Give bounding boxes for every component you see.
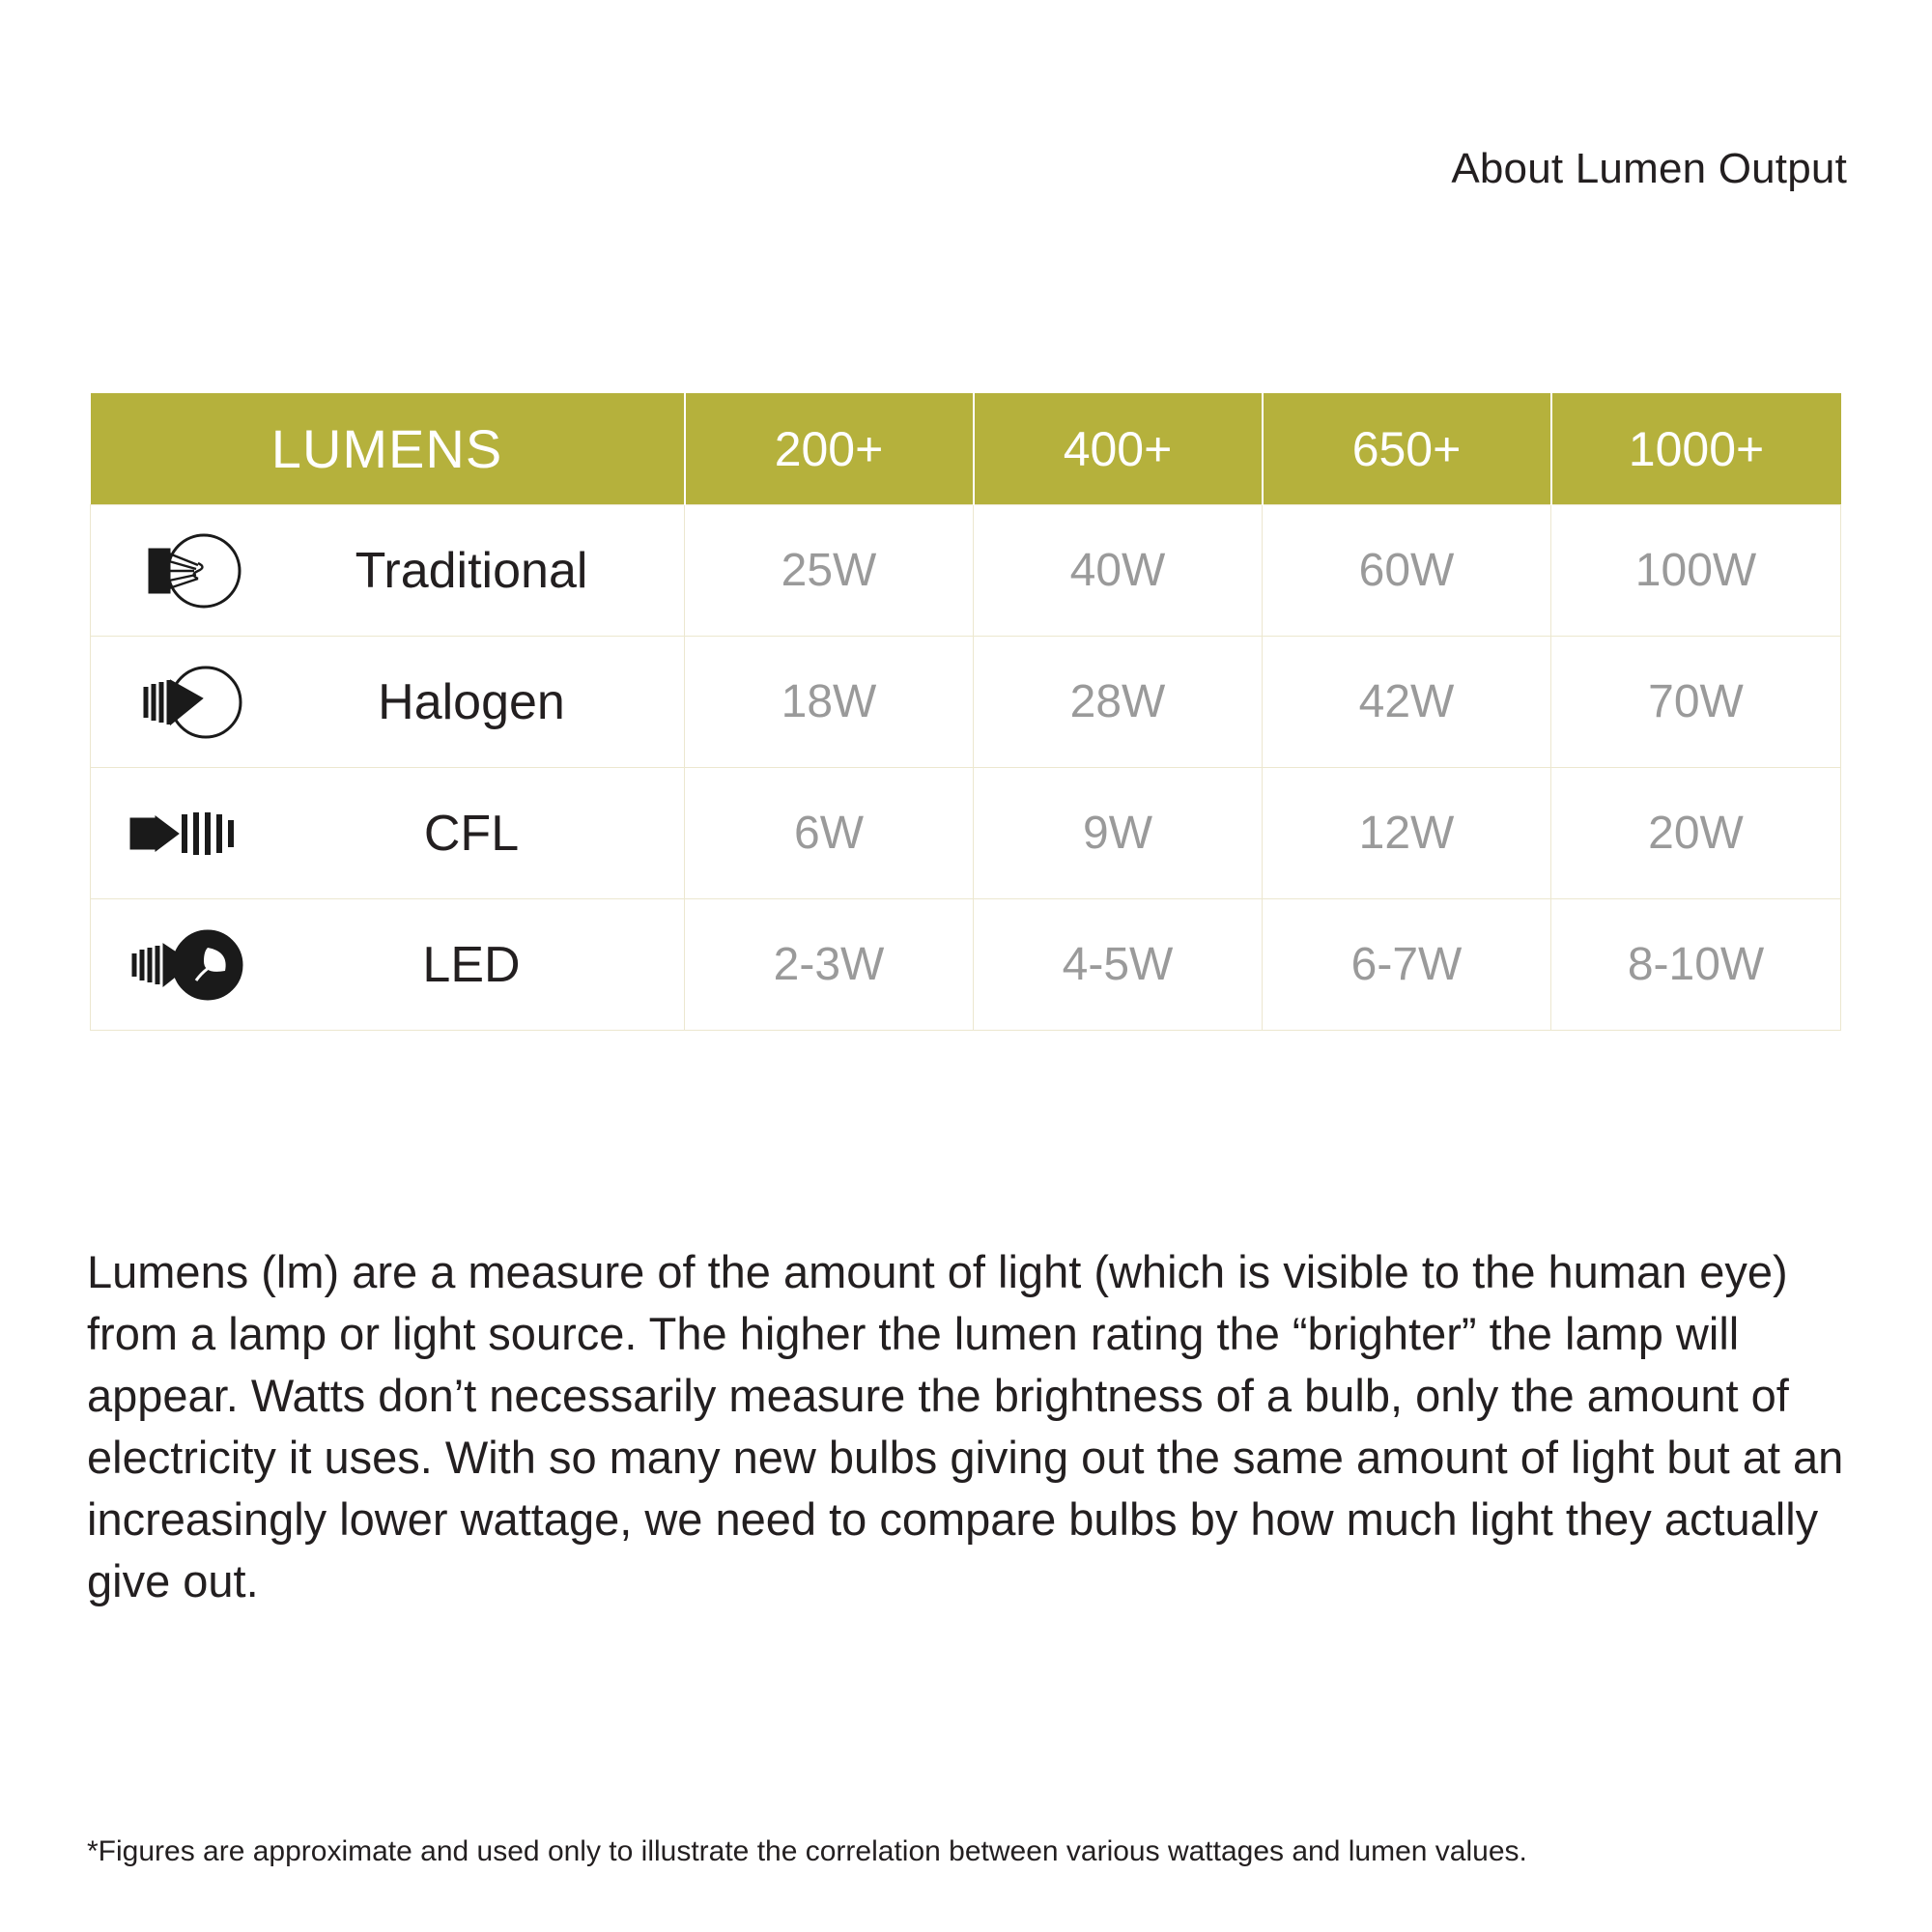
halogen-bulb-icon: [91, 656, 284, 749]
row-label-cell-halogen: [91, 637, 685, 768]
table-header: [91, 393, 1841, 505]
cell-traditional-400: 40W: [974, 505, 1263, 637]
table-row: [91, 768, 1841, 899]
traditional-bulb-icon: [91, 525, 284, 617]
column-header-400: 400+: [974, 393, 1263, 505]
table-row: [91, 505, 1841, 637]
cell-led-400: 4-5W: [974, 899, 1263, 1031]
column-header-1000: 1000+: [1551, 393, 1841, 505]
cell-halogen-650: 42W: [1263, 637, 1551, 768]
cell-traditional-650: 60W: [1263, 505, 1551, 637]
cell-cfl-650: 12W: [1263, 768, 1551, 899]
table-header-row: [91, 393, 1841, 505]
cell-led-1000: 8-10W: [1551, 899, 1841, 1031]
row-label-cell-traditional: [91, 505, 685, 637]
table-row: [91, 637, 1841, 768]
lumens-table-container: [90, 393, 1840, 1031]
cell-led-650: 6-7W: [1263, 899, 1551, 1031]
cell-traditional-200: 25W: [685, 505, 974, 637]
row-label-cell-led: [91, 899, 685, 1031]
cell-halogen-1000: 70W: [1551, 637, 1841, 768]
column-header-650: 650+: [1263, 393, 1551, 505]
cell-halogen-200: 18W: [685, 637, 974, 768]
cfl-bulb-icon: [91, 787, 284, 880]
row-label-led: LED: [422, 936, 521, 993]
row-label-traditional: Traditional: [355, 542, 588, 599]
table-body: [91, 505, 1841, 1031]
page-title: About Lumen Output: [1451, 145, 1847, 192]
column-header-lumens: LUMENS: [91, 393, 685, 505]
cell-led-200: 2-3W: [685, 899, 974, 1031]
column-header-200: 200+: [685, 393, 974, 505]
lumens-table: [90, 393, 1841, 1031]
footnote-text: *Figures are approximate and used only to illustrate the correlation between various wattages and lumen values.: [87, 1835, 1527, 1867]
body-paragraph: Lumens (lm) are a measure of the amount of light (which is visible to the human eye) from a lamp or light source. The higher the lumen rating the “brighter” the lamp will appear. Watts don’t necessarily measure the brightness of a bulb, only the amount of electricity it uses. With so many new bulbs giving out the same amount of light but at an increasingly lower wattage, we need to compare bulbs by how much light they actually give out.: [87, 1246, 1844, 1606]
cell-cfl-400: 9W: [974, 768, 1263, 899]
cell-cfl-200: 6W: [685, 768, 974, 899]
table-row: [91, 899, 1841, 1031]
row-label-cell-cfl: [91, 768, 685, 899]
cell-traditional-1000: 100W: [1551, 505, 1841, 637]
cell-halogen-400: 28W: [974, 637, 1263, 768]
row-label-cfl: CFL: [423, 805, 520, 862]
led-bulb-icon: [91, 919, 284, 1011]
cell-cfl-1000: 20W: [1551, 768, 1841, 899]
row-label-halogen: Halogen: [378, 673, 565, 730]
